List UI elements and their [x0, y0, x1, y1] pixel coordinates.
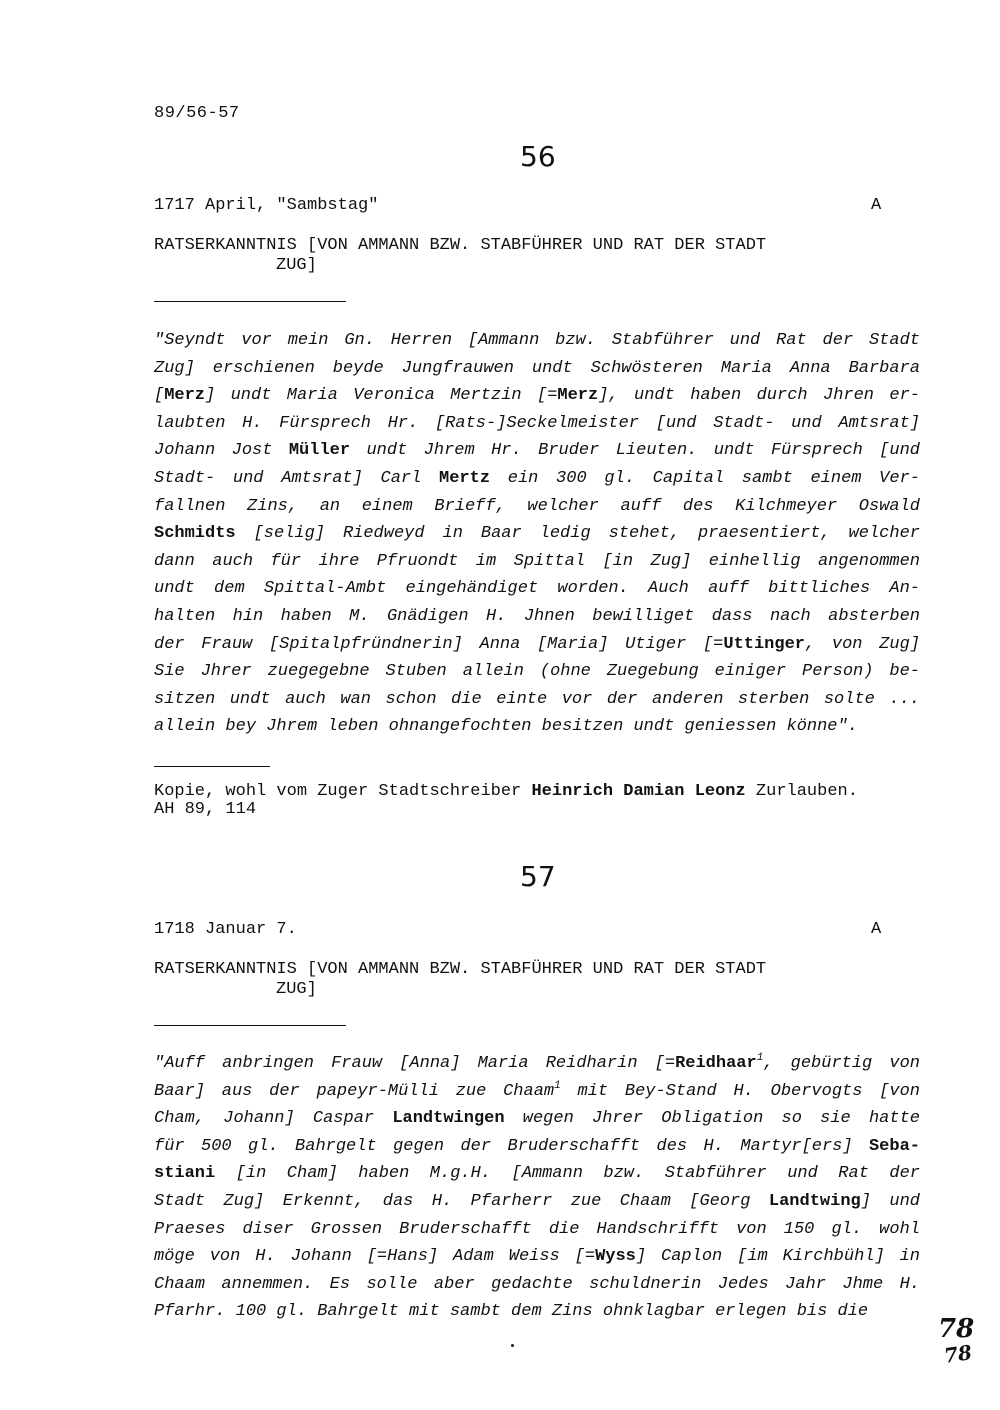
- entry-date: 1718 Januar 7.: [154, 920, 297, 939]
- text-line: möge von H. Johann [=Hans] Adam Weiss [=Wyss] Caplon [im Kirchbühl] in: [154, 1247, 920, 1267]
- text-line: für 500 gl. Bahrgelt gegen der Bruderschafft des H. Martyr[ers] Seba-: [154, 1136, 920, 1156]
- entry-title-continued: ZUG]: [276, 256, 317, 275]
- archive-signature: AH 89, 114: [154, 800, 257, 819]
- entry-category: A: [871, 920, 882, 939]
- transcription-text: [154, 327, 920, 741]
- bold-name: Reidhaar: [675, 1054, 757, 1073]
- text-line: Pfarhr. 100 gl. Bahrgelt mit sambt dem Zins ohnklagbar erlegen bis die: [154, 1302, 869, 1322]
- text-line: sitzen undt auch wan schon die einte vor der anderen sterben solte ...: [154, 689, 920, 709]
- text-line: halten hin haben M. Gnädigen H. Jhnen bewilliget dass nach absterben: [154, 606, 920, 626]
- entry-date: 1717 April, "Sambstag": [154, 196, 379, 215]
- text-line: Zug] erschienen beyde Jungfrauwen undt Schwösteren Maria Anna Barbara: [154, 358, 920, 378]
- text-line: Cham, Johann] Caspar Landtwingen wegen Jhrer Obligation so sie hatte: [154, 1109, 920, 1129]
- ink-mark: [511, 1344, 514, 1347]
- text-line: Sie Jhrer zuegegebne Stuben allein (ohne Zuegebung einiger Person) be-: [154, 662, 920, 682]
- entry-title: RATSERKANNTNIS [VON AMMANN BZW. STABFÜHRER UND RAT DER STADT: [154, 960, 767, 979]
- bold-name: Landtwingen: [392, 1109, 505, 1129]
- text-line: [Merz] undt Maria Veronica Mertzin [=Merz], undt haben durch Jhren er-: [154, 386, 920, 406]
- bold-name: Uttinger: [723, 634, 805, 654]
- bold-name: Müller: [288, 441, 351, 461]
- entry-number: 57: [520, 860, 556, 893]
- footnote-marker: 1: [756, 1052, 764, 1064]
- bold-name: stiani: [154, 1164, 216, 1184]
- bold-name: Merz: [164, 386, 206, 406]
- text-line: stiani [in Cham] haben M.g.H. [Ammann bzw. Stabführer und Rat der: [154, 1164, 920, 1184]
- text-line: "Auff anbringen Frauw [Anna] Maria Reidharin [=Reidhaar$^1$, gebürtig von: [154, 1052, 920, 1073]
- bold-name: Merz: [557, 386, 599, 406]
- transcription-text: [154, 1050, 920, 1326]
- text-line: fallnen Zins, an einem Brieff, welcher auff des Kilchmeyer Oswald: [154, 496, 920, 516]
- entry-number: 56: [520, 140, 556, 173]
- divider: [154, 301, 346, 302]
- text-line: Praeses diser Grossen Bruderschafft die Handschrifft von 150 gl. wohl: [154, 1219, 920, 1239]
- handwritten-folio-number-secondary: 78: [942, 1340, 974, 1368]
- bold-name: Heinrich Damian Leonz: [531, 782, 746, 801]
- bold-name: Schmidts: [154, 524, 236, 544]
- divider: [154, 1025, 346, 1026]
- text-line: Stadt Zug] Erkennt, das H. Pfarherr zue Chaam [Georg Landtwing] und: [154, 1191, 920, 1211]
- footnote-marker: 1: [554, 1079, 561, 1092]
- text-line: laubten H. Fürsprech Hr. [Rats-]Seckelmeister [und Stadt- und Amtsrat]: [154, 413, 920, 433]
- text-line: Johann Jost Müller undt Jhrem Hr. Bruder Lieuten. undt Fürsprech [und: [154, 441, 920, 461]
- entry-title: RATSERKANNTNIS [VON AMMANN BZW. STABFÜHRER UND RAT DER STADT: [154, 236, 767, 255]
- entry-title-continued: ZUG]: [276, 980, 317, 999]
- source-note: Kopie, wohl vom Zuger Stadtschreiber Heinrich Damian Leonz Zurlauben.: [154, 782, 858, 801]
- bold-name: Wyss: [595, 1247, 636, 1267]
- text-line: Stadt- und Amtsrat] Carl Mertz ein 300 gl. Capital sambt einem Ver-: [154, 468, 920, 488]
- bold-name: Mertz: [439, 468, 491, 488]
- text-line: der Frauw [Spitalpfründnerin] Anna [Maria] Utiger [=Uttinger, von Zug]: [154, 634, 920, 654]
- handwritten-folio-number: 78: [938, 1314, 975, 1344]
- text-line: undt dem Spittal-Ambt eingehändiget worden. Auch auff bittliches An-: [154, 579, 920, 599]
- entry-category: A: [871, 196, 882, 215]
- bold-name: Seba-: [868, 1136, 920, 1156]
- divider: [154, 766, 270, 767]
- text-line: dann auch für ihre Pfruondt im Spittal [in Zug] einhellig angenommen: [154, 551, 920, 571]
- text-line: Chaam annemmen. Es solle aber gedachte schuldnerin Jedes Jahr Jhme H.: [154, 1274, 920, 1294]
- text-line: Baar] aus der papeyr-Mülli zue Chaam$^1$ mit Bey-Stand H. Obervogts [von: [154, 1079, 921, 1101]
- archive-reference: 89/56-57: [154, 104, 240, 123]
- bold-name: Landtwing: [768, 1191, 861, 1211]
- text-line: "Seyndt vor mein Gn. Herren [Ammann bzw. Stabführer und Rat der Stadt: [154, 331, 920, 350]
- text-line: Schmidts [selig] Riedweyd in Baar ledig stehet, praesentiert, welcher: [154, 524, 920, 544]
- text-line: allein bey Jhrem leben ohnangefochten besitzen undt geniessen könne".: [154, 717, 858, 737]
